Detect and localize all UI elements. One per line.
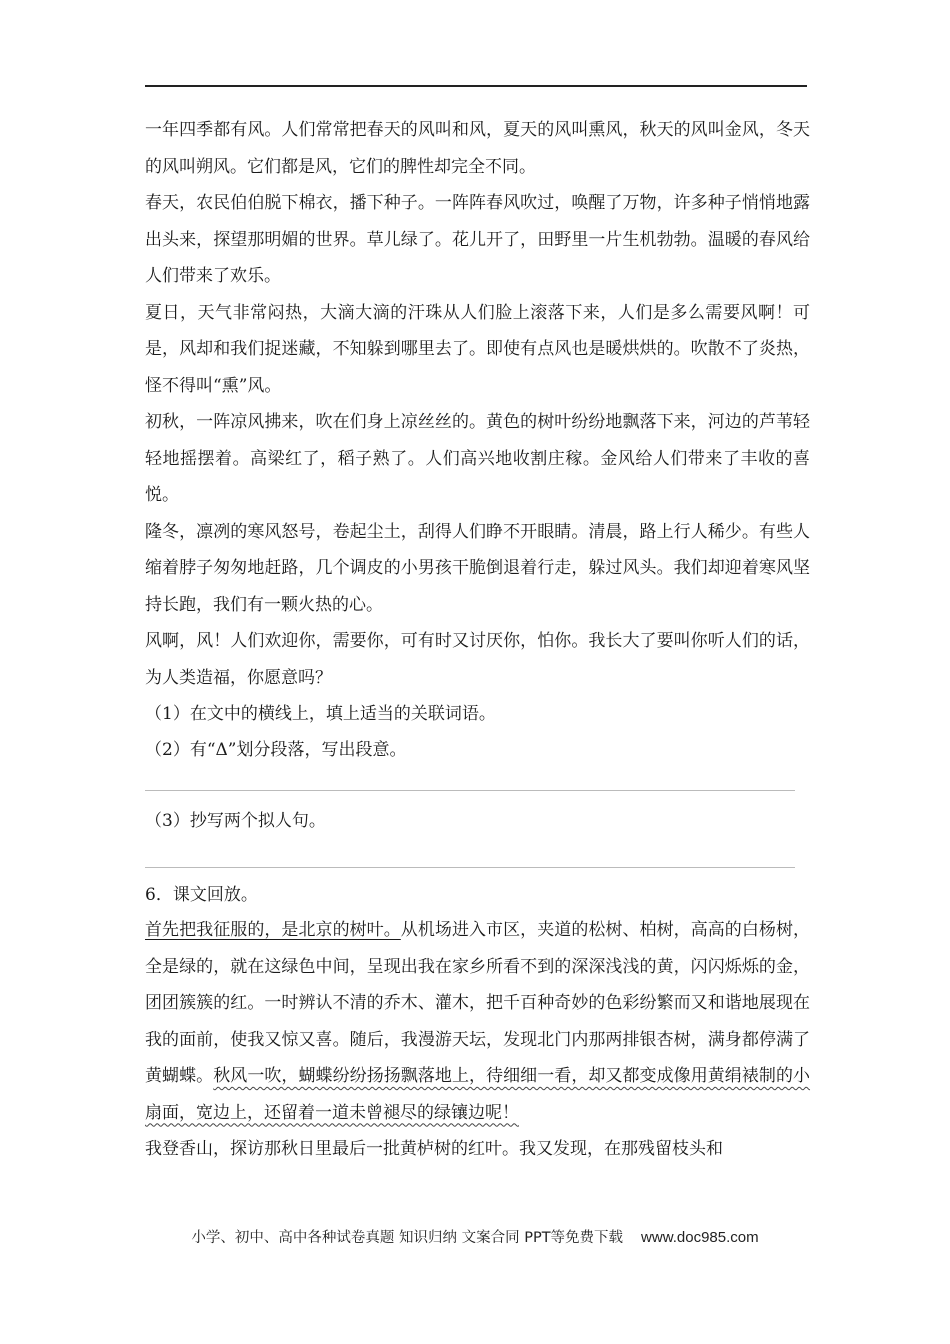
section-6-title: 6．课文回放。 <box>145 885 258 905</box>
answer-line-q2[interactable] <box>145 790 795 791</box>
underlined-sentence: 首先把我征服的，是北京的树叶。 <box>145 920 401 940</box>
paragraph-body-text: 从机场进入市区，夹道的松树、柏树，高高的白杨树，全是绿的，就在这绿色中间，呈现出我在家乡所看不到的深深浅浅的黄，闪闪烁烁的金，团团簇簇的红。一时辨认不清的乔木、灌木，把千百种奇妙的色彩纷繁而又和谐地展现在我的面前，使我又惊又喜。随后，我漫游天坛，发现北门内那两排银杏树，满身都停满了黄蝴蝶。 <box>145 920 811 1086</box>
paragraph-summer: 夏日，天气非常闷热，大滴大滴的汗珠从人们脸上滚落下来，人们是多么需要风啊！可是，风却和我们捉迷藏，不知躲到哪里去了。即使有点风也是暖烘烘的。吹散不了炎热，怪不得叫“熏”风。 <box>145 302 810 396</box>
paragraph-intro: 一年四季都有风。人们常常把春天的风叫和风，夏天的风叫熏风，秋天的风叫金风，冬天的风叫朔风。它们都是风，它们的脾性却完全不同。 <box>145 120 810 177</box>
paragraph-closing: 风啊，风！人们欢迎你，需要你，可有时又讨厌你，怕你。我长大了要叫你听人们的话，为人类造福，你愿意吗？ <box>145 631 810 688</box>
section-6-paragraph-1 <box>145 912 810 1131</box>
header-rule <box>145 85 807 87</box>
page-footer <box>0 1226 950 1247</box>
paragraph-spring: 春天，农民伯伯脱下棉衣，播下种子。一阵阵春风吹过，唤醒了万物，许多种子悄悄地露出头来，探望那明媚的世界。草儿绿了。花儿开了，田野里一片生机勃勃。温暖的春风给人们带来了欢乐。 <box>145 193 810 286</box>
question-1: （1）在文中的横线上，填上适当的关联词语。 <box>145 704 496 724</box>
question-2: （2）有“Δ”划分段落，写出段意。 <box>145 740 407 760</box>
paragraph-winter: 隆冬，凛冽的寒风怒号，卷起尘土，刮得人们睁不开眼睛。清晨，路上行人稀少。有些人缩着脖子匆匆地赶路，几个调皮的小男孩干脆倒退着行走，躲过风头。我们却迎着寒风坚持长跑，我们有一颗火热的心。 <box>145 521 810 615</box>
question-3: （3）抄写两个拟人句。 <box>145 811 326 831</box>
page-content <box>145 112 810 1168</box>
paragraph-autumn: 初秋，一阵凉风拂来，吹在们身上凉丝丝的。黄色的树叶纷纷地飘落下来，河边的芦苇轻轻地摇摆着。高梁红了，稻子熟了。人们高兴地收割庄稼。金风给人们带来了丰收的喜悦。 <box>145 412 810 505</box>
footer-url[interactable]: www.doc985.com <box>641 1229 759 1246</box>
answer-line-q3[interactable] <box>145 867 795 868</box>
wavy-underlined-sentence: 秋风一吹，蝴蝶纷纷扬扬飘落地上，待细细一看，却又都变成像用黄绢裱制的小扇面，宽边上，还留着一道未曾褪尽的绿镶边呢！ <box>145 1066 811 1123</box>
section-6-paragraph-2: 我登香山，探访那秋日里最后一批黄栌树的红叶。我又发现，在那残留枝头和 <box>145 1139 723 1159</box>
footer-text: 小学、初中、高中各种试卷真题 知识归纳 文案合同 PPT等免费下载 <box>191 1230 624 1246</box>
